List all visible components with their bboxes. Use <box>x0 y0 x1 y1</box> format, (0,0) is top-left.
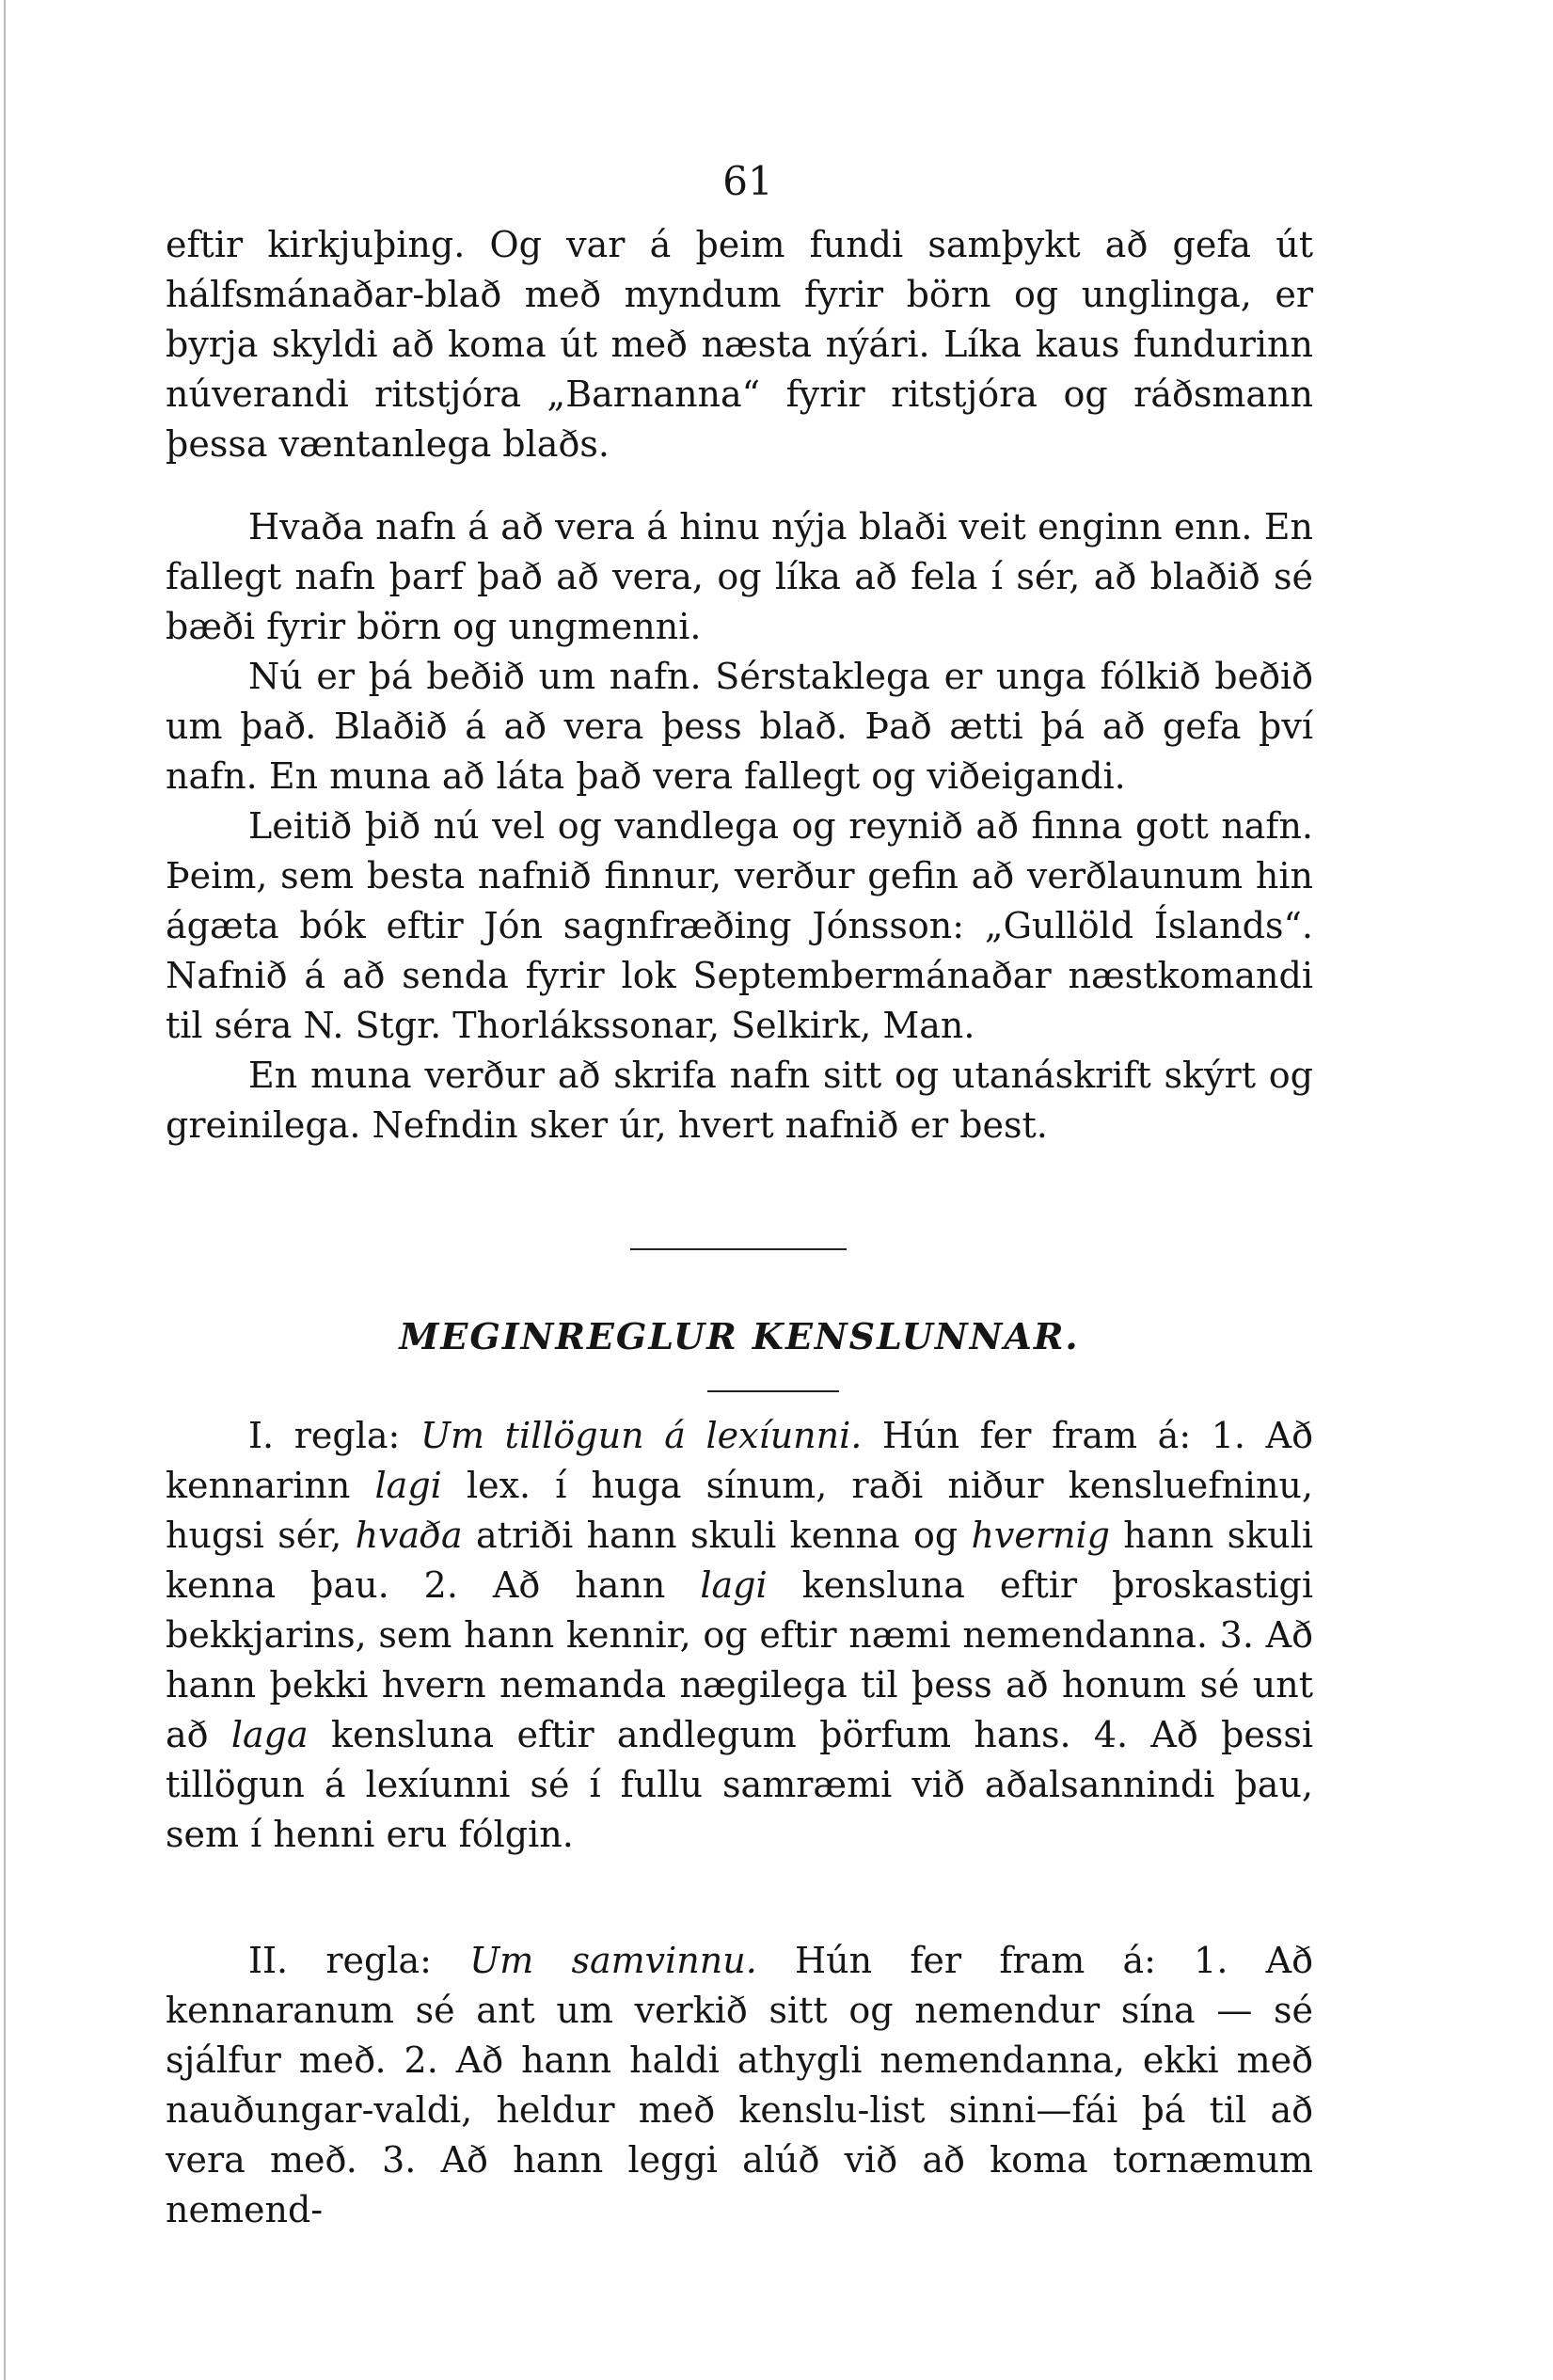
rule-1-label: I. regla: <box>248 1415 401 1456</box>
rule-1-text: hann skuli kenna þau. 2. Að hann <box>166 1515 1313 1606</box>
rule-1-emphasis: laga <box>230 1714 309 1755</box>
rule-1-text: kensluna eftir andlegum þörfum hans. 4. Að þessi tillögun á lexíunni sé í fullu samræmi við aðalsannindi þau, sem í henni eru fólgin. <box>166 1714 1313 1855</box>
rule-1-text: kensluna eftir þroskastigi bekkjarins, sem hann kennir, og eftir næmi nemendanna. 3. Að hann þekki hvern nemanda nægilega til þess að honum sé unt að <box>166 1564 1314 1755</box>
paragraph-4: Leitið þið nú vel og vandlega og reynið að finna gott nafn. Þeim, sem besta nafnið finnur, verður gefin að verðlaunum hin ágæta bók eftir Jón sagnfræðing Jónsson: „Gullöld Íslands“. Nafnið á að senda fyrir lok Septembermánaðar næstkomandi til séra N. Stgr. Thorlákssonar, Selkirk, Man. <box>166 805 1313 1046</box>
section-divider <box>630 1248 847 1250</box>
rule-1-text: Hún fer fram á: 1. Að kennarinn <box>166 1415 1313 1506</box>
rule-1-paragraph <box>166 1411 1313 1860</box>
paragraph-3: Nú er þá beðið um nafn. Sérstaklega er unga fólkið beðið um það. Blaðið á að vera þess blað. Það ætti þá að gefa því nafn. En muna að láta það vera fallegt og viðeigandi. <box>166 656 1313 797</box>
paragraph-2: Hvaða nafn á að vera á hinu nýja blaði veit enginn enn. En fallegt nafn þarf það að vera, og líka að fela í sér, að blaðið sé bæði fyrir börn og ungmenni. <box>166 506 1313 647</box>
heading-underline <box>707 1390 839 1392</box>
rule-1-emphasis: lagi <box>374 1465 442 1506</box>
rule-1-emphasis: hvernig <box>971 1515 1110 1556</box>
rule-2-text: Hún fer fram á: 1. Að kennaranum sé ant um verkið sitt og nemendur sína — sé sjálfur með. 2. Að hann haldi athygli nemendanna, ekki með nauðungar-valdi, heldur með kenslu-list sinni—fái þá til að vera með. 3. Að hann leggi alúð við að koma tornæmum nemend- <box>166 1940 1313 2230</box>
section-heading: MEGINREGLUR KENSLUNNAR. <box>399 1315 1080 1357</box>
rule-2-paragraph <box>166 1936 1313 2235</box>
paragraph-1: eftir kirkjuþing. Og var á þeim fundi samþykt að gefa út hálfsmánaðar-blað með myndum fyrir börn og unglinga, er byrja skyldi að koma út með næsta nýári. Líka kaus fundurinn núverandi ritstjóra „Barnanna“ fyrir ritstjóra og ráðsmann þessa væntanlega blaðs. <box>166 224 1313 465</box>
page-number: 61 <box>722 158 773 204</box>
rule-1-text: lex. í huga sínum, raði niður kensluefninu, hugsi sér, <box>166 1465 1313 1556</box>
rule-1-title: Um tillögun á lexíunni. <box>420 1415 863 1456</box>
page-edge-line <box>4 0 6 2380</box>
rule-2-title: Um samvinnu. <box>469 1940 757 1981</box>
rule-1-text: atriði hann skuli kenna og <box>476 1515 959 1556</box>
paragraph-5: En muna verður að skrifa nafn sitt og utanáskrift skýrt og greinilega. Nefndin sker úr, hvert nafnið er best. <box>166 1055 1313 1146</box>
rule-1-emphasis: lagi <box>700 1564 768 1606</box>
rule-2-label: II. regla: <box>248 1940 432 1981</box>
rule-1-emphasis: hvaða <box>355 1515 463 1556</box>
